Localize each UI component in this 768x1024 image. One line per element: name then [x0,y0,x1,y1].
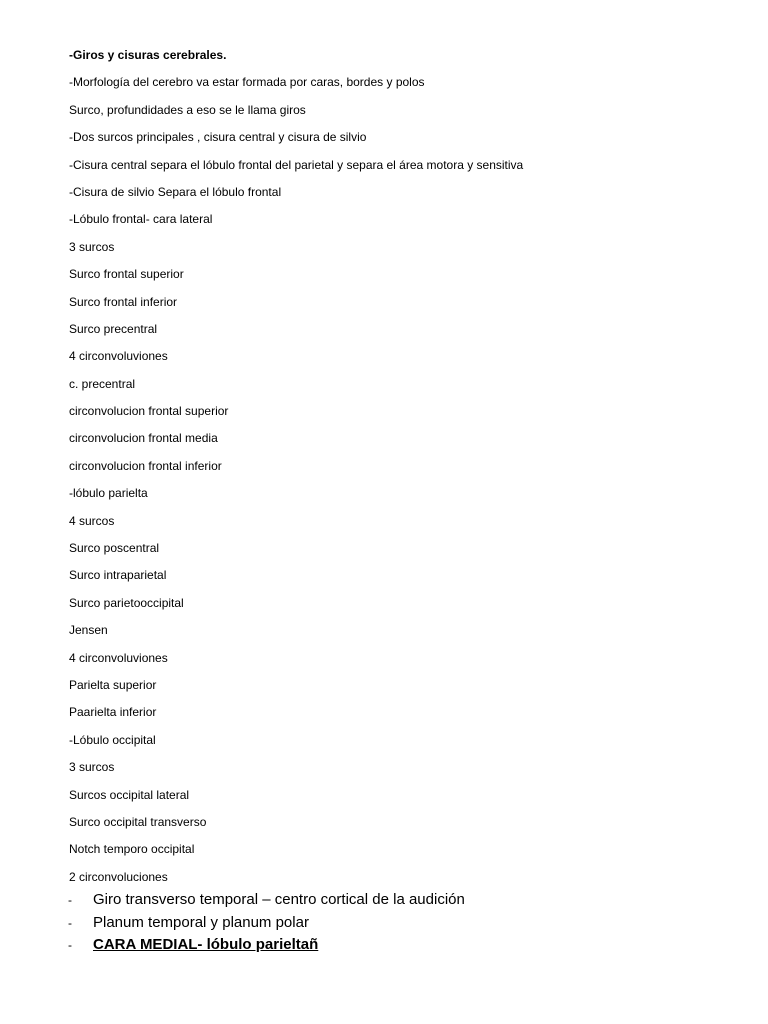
text-line: 4 circonvoluviones [69,349,168,364]
bullet-item [68,934,728,957]
text-line: -Morfología del cerebro va estar formada por caras, bordes y polos [69,75,425,90]
text-line: -Giros y cisuras cerebrales. [69,48,227,62]
bullet-text: Giro transverso temporal – centro cortical de la audición [93,891,465,908]
bullet-text: Planum temporal y planum polar [93,913,309,931]
text-line: Surco precentral [69,321,158,336]
text-line: Jensen [69,623,108,638]
text-line: Surcos occipital lateral [69,787,190,802]
text-line: -Cisura central separa el lóbulo frontal del parietal y separa el área motora y sensitiva [69,157,524,172]
text-line: -lóbulo parielta [69,486,148,501]
text-line: Surco parietooccipital [69,595,184,610]
text-line: -Lóbulo occipital [69,732,156,747]
text-line: 4 circonvoluviones [69,650,168,665]
text-line: 3 surcos [69,239,115,254]
text-line: -Dos surcos principales , cisura central y cisura de silvio [69,130,367,145]
bullet-marker: - [68,893,72,907]
notes-body [69,42,729,891]
text-line: circonvolucion frontal media [69,431,218,446]
text-line: Notch temporo occipital [69,842,195,857]
text-line: Surco, profundidades a eso se le llama giros [69,102,306,117]
text-line: 2 circonvoluciones [69,869,168,884]
bullet-item [68,912,728,935]
text-line: Surco intraparietal [69,568,167,583]
text-line: Parielta superior [69,677,157,692]
text-line: Surco occipital transverso [69,814,207,829]
text-line: c. precentral [69,376,136,391]
bullet-marker: - [68,938,72,952]
text-line: 4 surcos [69,513,115,528]
text-line: circonvolucion frontal inferior [69,458,222,473]
bullet-list [68,889,728,957]
bullet-marker: - [68,915,72,930]
text-line: Surco frontal superior [69,267,184,282]
text-line: -Lóbulo frontal- cara lateral [69,212,213,227]
text-line: -Cisura de silvio Separa el lóbulo frontal [69,184,282,199]
bullet-item [68,889,728,912]
text-line: 3 surcos [69,760,115,775]
text-line: Surco poscentral [69,541,160,556]
text-line: circonvolucion frontal superior [69,404,229,419]
text-line: Paarielta inferior [69,705,157,720]
bullet-text: CARA MEDIAL- lóbulo parieltañ [93,936,319,953]
text-line: Surco frontal inferior [69,294,178,309]
